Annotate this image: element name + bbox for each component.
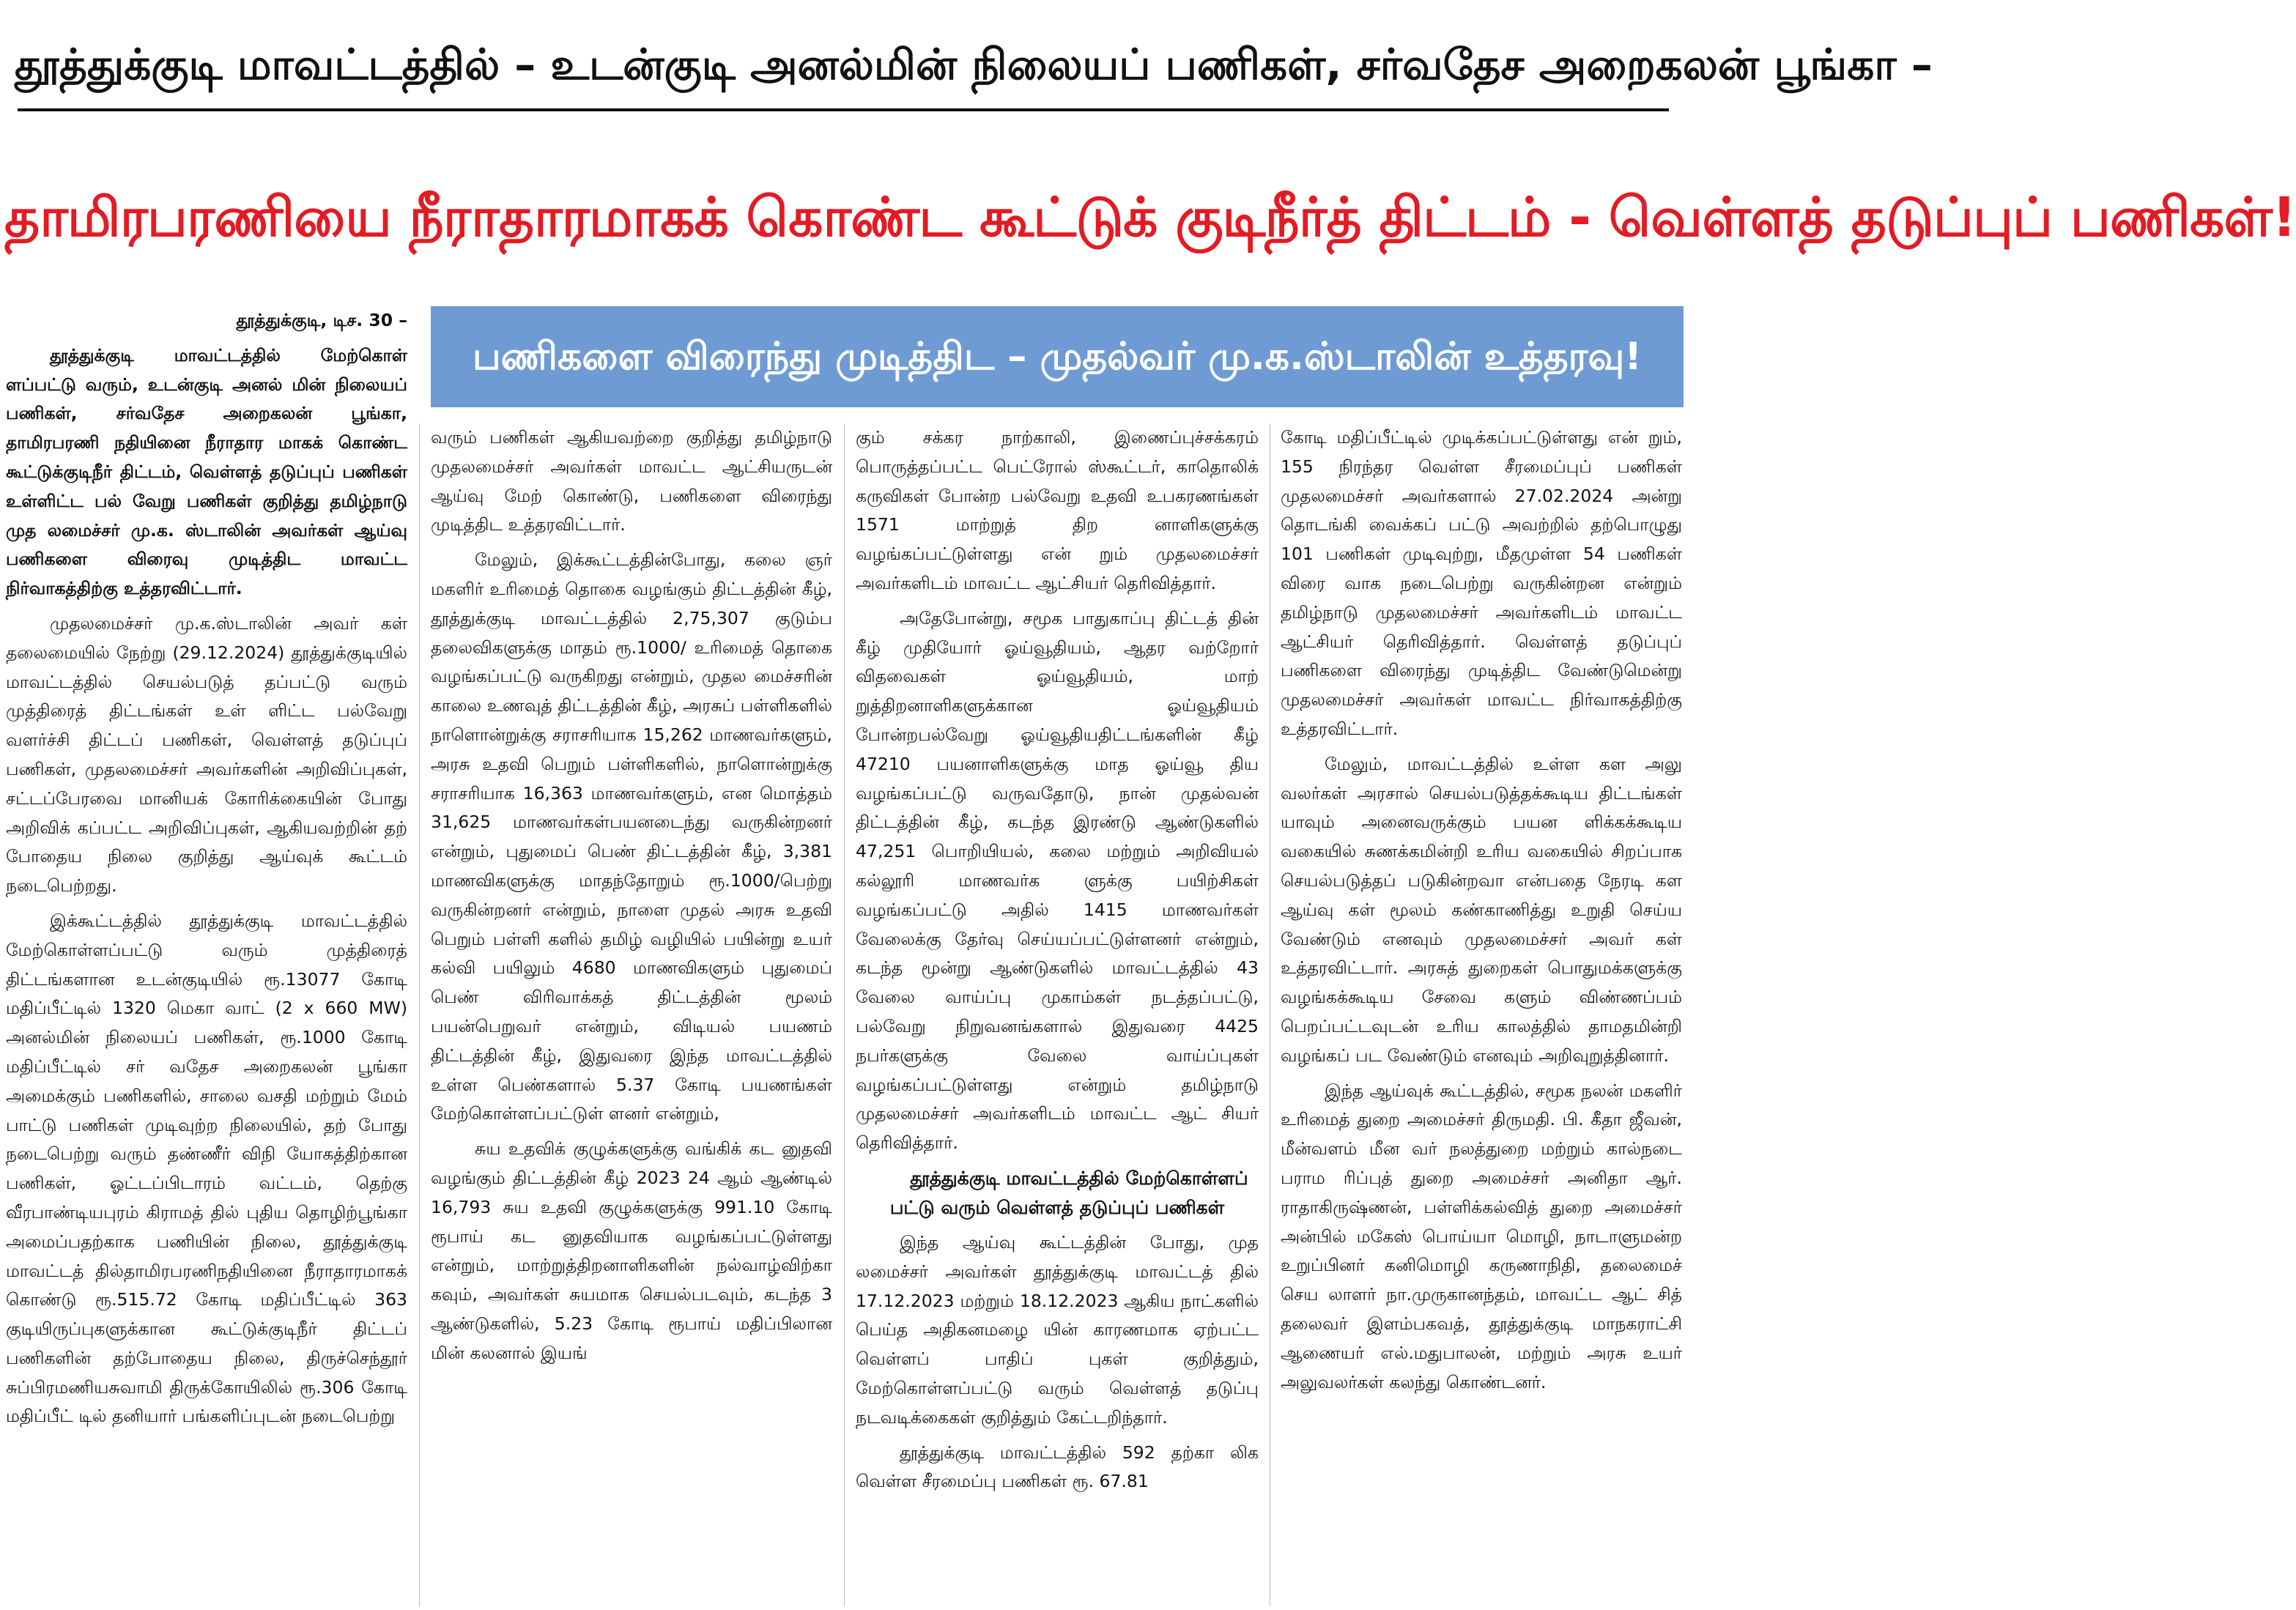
kicker-headline: தூத்துக்குடி மாவட்டத்தில் – உடன்குடி அனல்மின் நிலையப் பணிகள், சர்வதேச அறைகலன் பூங்கா – — [15, 40, 1933, 89]
article-column-3 — [856, 423, 1259, 1606]
dateline: தூத்துக்குடி, டிச. 30 – — [236, 310, 407, 330]
paragraph: சுய உதவிக் குழுக்களுக்கு வங்கிக் கட னுதவி வழங்கும் திட்டத்தின் கீழ் 2023 24 ஆம் ஆண்டில் 16,793 சுய உதவி குழுக்களுக்கு 991.10 கோடி ரூபாய் கட னுதவியாக வழங்கப்பட்டுள்ளது என்றும், மாற்றுத்திறனாளிகளின் நல்வாழ்விற்கா கவும், அவர்கள் சுயமாக செயல்படவும், கடந்த 3 ஆண்டுகளில், 5.23 கோடி ரூபாய் மதிப்பிலான மின் கலனால் இயங் — [431, 1138, 832, 1363]
paragraph: கோடி மதிப்பீட்டில் முடிக்கப்பட்டுள்ளது என் றும், 155 நிரந்தர வெள்ள சீரமைப்புப் பணிகள் முதலமைச்சர் அவர்களால் 27.02.2024 அன்று தொடங்கி வைக்கப் பட்டு அவற்றில் தற்பொழுது 101 பணிகள் முடிவுற்று, மீதமுள்ள 54 பணிகள் விரை வாக நடைபெற்று வருகின்றன என்றும் தமிழ்நாடு முதலமைச்சர் அவர்களிடம் மாவட்ட ஆட்சியர் தெரிவித்தார். வெள்ளத் தடுப்புப் பணிகளை விரைந்து முடித்திட வேண்டுமென்று முதலமைச்சர் அவர்கள் மாவட்ட நிர்வாகத்திற்கு உத்தரவிட்டார். — [1281, 427, 1682, 739]
article-column-1 — [6, 306, 407, 1606]
paragraph: வரும் பணிகள் ஆகியவற்றை குறித்து தமிழ்நாடு முதலமைச்சர் அவர்கள் மாவட்ட ஆட்சியருடன் ஆய்வு மேற் கொண்டு, பணிகளை விரைந்து முடித்திட உத்தரவிட்டார். — [431, 427, 832, 535]
article-column-2 — [431, 423, 832, 1606]
kicker-rule — [18, 108, 1669, 111]
section-subheading: தூத்துக்குடி மாவட்டத்தில் மேற்கொள்ளப் பட்டு வரும் வெள்ளத் தடுப்புப் பணிகள் — [889, 1167, 1248, 1218]
paragraph: மேலும், மாவட்டத்தில் உள்ள கள அலு வலர்கள் அரசால் செயல்படுத்தக்கூடிய திட்டங்கள் யாவும் அனைவருக்கும் பயன ளிக்கக்கூடிய வகையில் சுணக்கமின்றி உரிய வகையில் சிறப்பாக செயல்படுத்தப் படுகின்றவா என்பதை நேரடி கள ஆய்வு கள் மூலம் கண்காணித்து உறுதி செய்ய வேண்டும் எனவும் முதலமைச்சர் அவர் கள் உத்தரவிட்டார். அரசுத் துறைகள் பொதுமக்களுக்கு வழங்கக்கூடிய சேவை களும் விண்ணப்பம் பெறப்பட்டவுடன் உரிய காலத்தில் தாமதமின்றி வழங்கப் பட வேண்டும் எனவும் அறிவுறுத்தினார். — [1281, 753, 1682, 1066]
paragraph: தூத்துக்குடி மாவட்டத்தில் 592 தற்கா லிக வெள்ள சீரமைப்பு பணிகள் ரூ. 67.81 — [856, 1442, 1259, 1492]
main-headline: தாமிரபரணியை நீராதாரமாகக் கொண்ட கூட்டுக் குடிநீர்த் திட்டம் - வெள்ளத் தடுப்புப் பணிகள்! — [4, 186, 2296, 249]
paragraph: இந்த ஆய்வு கூட்டத்தின் போது, முத லமைச்சர் அவர்கள் தூத்துக்குடி மாவட்டத் தில் 17.12.2023 மற்றும் 18.12.2023 ஆகிய நாட்களில் பெய்த அதிகனமழை யின் காரணமாக ஏற்பட்ட வெள்ளப் பாதிப் புகள் குறித்தும், மேற்கொள்ளப்பட்டு வரும் வெள்ளத் தடுப்பு நடவடிக்கைகள் குறித்தும் கேட்டறிந்தார். — [856, 1231, 1259, 1428]
column-divider — [844, 423, 845, 1606]
paragraph: கும் சக்கர நாற்காலி, இணைப்புச்சக்கரம் பொருத்தப்பட்ட பெட்ரோல் ஸ்கூட்டர், காதொலிக் கருவிகள் போன்ற பல்வேறு உதவி உபகரணங்கள் 1571 மாற்றுத் திற னாளிகளுக்கு வழங்கப்பட்டுள்ளது என் றும் முதலமைச்சர் அவர்களிடம் மாவட்ட ஆட்சியர் தெரிவித்தார். — [856, 427, 1259, 593]
article-column-4 — [1281, 423, 1682, 1606]
paragraph: மேலும், இக்கூட்டத்தின்போது, கலை ஞர் மகளிர் உரிமைத் தொகை வழங்கும் திட்டத்தின் கீழ், தூத்துக்குடி மாவட்டத்தில் 2,75,307 குடும்ப தலைவிகளுக்கு மாதம் ரூ.1000/ உரிமைத் தொகை வழங்கப்பட்டு வருகிறது என்றும், முதல மைச்சரின் காலை உணவுத் திட்டத்தின் கீழ், அரசுப் பள்ளிகளில் நாளொன்றுக்கு சராசரியாக 15,262 மாணவர்களும், அரசு உதவி பெறும் பள்ளிகளில், நாளொன்றுக்கு சராசரியாக 16,363 மாணவர்களும், என மொத்தம் 31,625 மாணவர்கள்பயனடைந்து வருகின்றனர் என்றும், புதுமைப் பெண் திட்டத்தின் கீழ், 3,381 மாணவிகளுக்கு மாதந்தோறும் ரூ.1000/பெற்று வருகின்றனர் என்றும், நாளை முதல் அரசு உதவி பெறும் பள்ளி களில் தமிழ் வழியில் பயின்று உயர் கல்வி பயிலும் 4680 மாணவிகளும் புதுமைப் பெண் விரிவாக்கத் திட்டத்தின் மூலம் பயன்பெறுவர் என்றும், விடியல் பயணம் திட்டத்தின் கீழ், இதுவரை இந்த மாவட்டத்தில் உள்ள பெண்களால் 5.37 கோடி பயணங்கள் மேற்கொள்ளப்பட்டுள் ளனர் என்றும், — [431, 549, 832, 1124]
column-divider — [419, 423, 420, 1606]
sub-headline-banner: பணிகளை விரைந்து முடித்திட – முதல்வர் மு.க.ஸ்டாலின் உத்தரவு! — [431, 306, 1684, 407]
paragraph: இந்த ஆய்வுக் கூட்டத்தில், சமூக நலன் மகளிர் உரிமைத் துறை அமைச்சர் திருமதி. பி. கீதா ஜீவன், மீன்வளம் மீன வர் நலத்துறை மற்றும் கால்நடை பராம ரிப்புத் துறை அமைச்சர் அனிதா ஆர். ராதாகிருஷ்ணன், பள்ளிக்கல்வித் துறை அமைச்சர் அன்பில் மகேஸ் பொய்யா மொழி, நாடாளுமன்ற உறுப்பினர் கனிமொழி கருணாநிதி, தலைமைச் செய லாளர் நா.முருகானந்தம், மாவட்ட ஆட் சித் தலைவர் இளம்பகவத், தூத்துக்குடி மாநகராட்சி ஆணையர் எல்.மதுபாலன், மற்றும் அரசு உயர் அலுவலர்கள் கலந்து கொண்டனர். — [1281, 1080, 1682, 1392]
lede-paragraph: தூத்துக்குடி மாவட்டத்தில் மேற்கொள் ளப்பட்டு வரும், உடன்குடி அனல் மின் நிலையப் பணிகள், சர்வதேச அறைகலன் பூங்கா, தாமிரபரணி நதியினை நீராதார மாகக் கொண்ட கூட்டுக்குடிநீர் திட்டம், வெள்ளத் தடுப்புப் பணிகள் உள்ளிட்ட பல் வேறு பணிகள் குறித்து தமிழ்நாடு முத லமைச்சர் மு.க. ஸ்டாலின் அவர்கள் ஆய்வு பணிகளை விரைவு முடித்திட மாவட்ட நிர்வாகத்திற்கு உத்தரவிட்டார். — [6, 344, 407, 599]
paragraph: இக்கூட்டத்தில் தூத்துக்குடி மாவட்டத்தில் மேற்கொள்ளப்பட்டு வரும் முத்திரைத் திட்டங்களான உடன்குடியில் ரூ.13077 கோடி மதிப்பீட்டில் 1320 மெகா வாட் (2 x 660 MW) அனல்மின் நிலையப் பணிகள், ரூ.1000 கோடி மதிப்பீட்டில் சர் வதேச அறைகலன் பூங்கா அமைக்கும் பணிகளில், சாலை வசதி மற்றும் மேம் பாட்டு பணிகள் முடிவுற்ற நிலையில், தற் போது நடைபெற்று வரும் தண்ணீர் விநி யோகத்திற்கான பணிகள், ஓட்டப்பிடாரம் வட்டம், தெற்கு வீரபாண்டியபுரம் கிராமத் தில் புதிய தொழிற்பூங்கா அமைப்பதற்காக பணியின் நிலை, தூத்துக்குடி மாவட்டத் தில்தாமிரபரணிநதியினை நீராதாரமாகக் கொண்டு ரூ.515.72 கோடி மதிப்பீட்டில் 363 குடியிருப்புகளுக்கான கூட்டுக்குடிநீர் திட்டப் பணிகளின் தற்போதைய நிலை, திருச்செந்தூர் சுப்பிரமணியசுவாமி திருக்கோயிலில் ரூ.306 கோடி மதிப்பீட் டில் தனியார் பங்களிப்புடன் நடைபெற்று — [6, 910, 407, 1427]
paragraph: முதலமைச்சர் மு.க.ஸ்டாலின் அவர் கள் தலைமையில் நேற்று (29.12.2024) தூத்துக்குடியில் மாவட்டத்தில் செயல்படுத் தப்பட்டு வரும் முத்திரைத் திட்டங்கள் உள் ளிட்ட பல்வேறு வளர்ச்சி திட்டப் பணிகள், வெள்ளத் தடுப்புப் பணிகள், முதலமைச்சர் அவர்களின் அறிவிப்புகள், சட்டப்பேரவை மானியக் கோரிக்கையின் போது அறிவிக் கப்பட்ட அறிவிப்புகள், ஆகியவற்றின் தற் போதைய நிலை குறித்து ஆய்வுக் கூட்டம் நடைபெற்றது. — [6, 612, 407, 897]
paragraph: அதேபோன்று, சமூக பாதுகாப்பு திட்டத் தின் கீழ் முதியோர் ஓய்வூதியம், ஆதர வற்றோர் விதவைகள் ஓய்வூதியம், மாற் றுத்திறனாளிகளுக்கான ஓய்வூதியம் போன்றபல்வேறு ஓய்வூதியதிட்டங்களின் கீழ் 47210 பயனாளிகளுக்கு மாத ஓய்வூ திய வழங்கப்பட்டு வருவதோடு, நான் முதல்வன் திட்டத்தின் கீழ், கடந்த இரண்டு ஆண்டுகளில் 47,251 பொறியியல், கலை மற்றும் அறிவியல் கல்லூரி மாணவர்க ளுக்கு பயிற்சிகள் வழங்கப்பட்டு அதில் 1415 மாணவர்கள் வேலைக்கு தேர்வு செய்யப்பட்டுள்ளனர் என்றும், கடந்த மூன்று ஆண்டுகளில் மாவட்டத்தில் 43 வேலை வாய்ப்பு முகாம்கள் நடத்தப்பட்டு, பல்வேறு நிறுவனங்களால் இதுவரை 4425 நபர்களுக்கு வேலை வாய்ப்புகள் வழங்கப்பட்டுள்ளது என்றும் தமிழ்நாடு முதலமைச்சர் அவர்களிடம் மாவட்ட ஆட் சியர் தெரிவித்தார். — [856, 607, 1259, 1154]
